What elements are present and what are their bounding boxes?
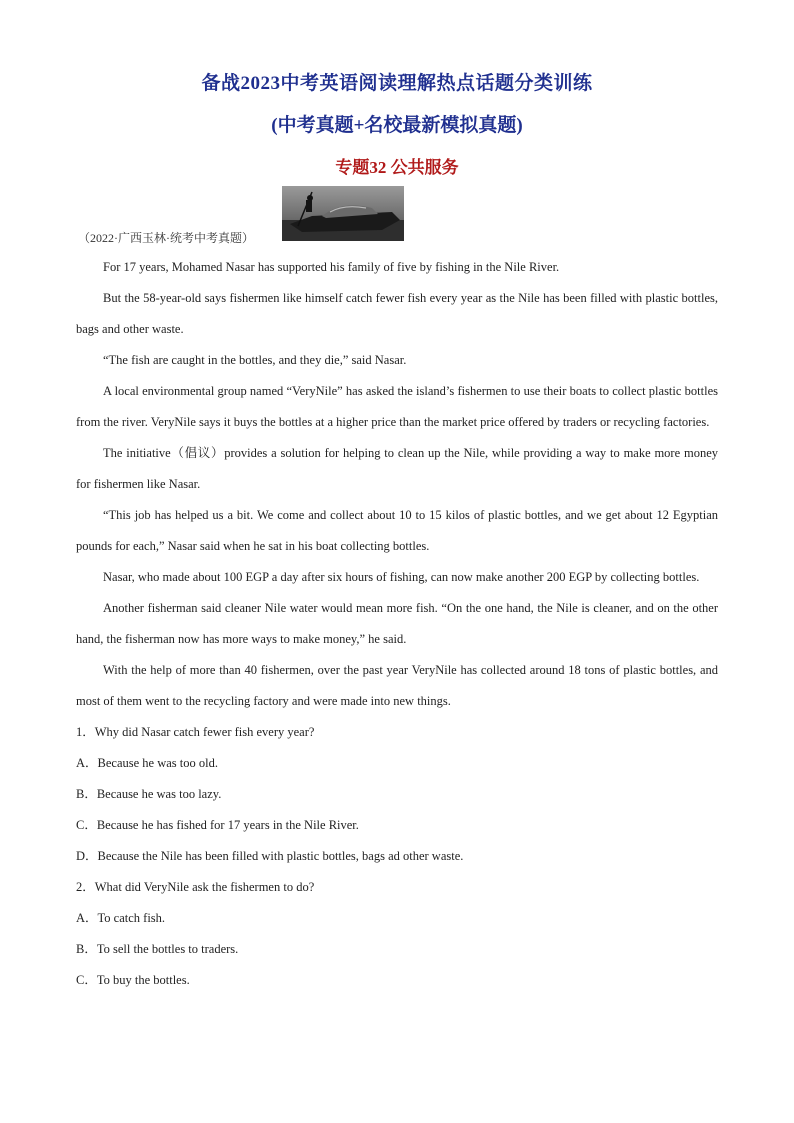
document-subtitle: (中考真题+名校最新模拟真题) bbox=[271, 115, 523, 136]
question-2-option-c[interactable]: C．To buy the bottles. bbox=[76, 973, 190, 987]
question-1-option-a[interactable]: A．Because he was too old. bbox=[76, 756, 218, 770]
question-source: （2022·广西玉林·统考中考真题） bbox=[78, 231, 254, 245]
topic-heading: 专题32 公共服务 bbox=[335, 158, 459, 177]
passage-paragraph: But the 58-year-old says fishermen like himself catch fewer fish every year as the Nile has been filled with plastic bottles, bags and other waste. bbox=[76, 291, 718, 336]
fisherman-boat-photo bbox=[282, 186, 404, 241]
passage-paragraph: “The fish are caught in the bottles, and they die,” said Nasar. bbox=[103, 353, 407, 367]
question-2-option-b[interactable]: B．To sell the bottles to traders. bbox=[76, 942, 239, 956]
question-2-option-a[interactable]: A．To catch fish. bbox=[76, 911, 166, 925]
document-title: 备战2023中考英语阅读理解热点话题分类训练 bbox=[201, 73, 593, 94]
passage-paragraph: “This job has helped us a bit. We come and collect about 10 to 15 kilos of plastic bottles, and we get about 12 Egyptian pounds for each,” Nasar said when he sat in his boat collecting bottles. bbox=[76, 508, 718, 553]
passage-paragraph: Nasar, who made about 100 EGP a day after six hours of fishing, can now make another 200 EGP by collecting bottles. bbox=[103, 570, 700, 584]
question-1-option-c[interactable]: C．Because he has fished for 17 years in the Nile River. bbox=[76, 818, 359, 832]
passage-paragraph: For 17 years, Mohamed Nasar has supported his family of five by fishing in the Nile River. bbox=[103, 260, 560, 274]
question-2: 2．What did VeryNile ask the fishermen to do? bbox=[76, 880, 315, 894]
passage-paragraph: A local environmental group named “VeryNile” has asked the island’s fishermen to use their boats to collect plastic bottles from the river. VeryNile says it buys the bottles at a higher price than the market price offered by traders or recycling factories. bbox=[76, 384, 718, 429]
question-1-option-d[interactable]: D．Because the Nile has been filled with plastic bottles, bags ad other waste. bbox=[76, 849, 464, 863]
passage-paragraph: With the help of more than 40 fishermen, over the past year VeryNile has collected around 18 tons of plastic bottles, and most of them went to the recycling factory and were made into new things. bbox=[76, 663, 718, 708]
reading-passage bbox=[76, 252, 718, 996]
passage-paragraph: The initiative（倡议）provides a solution for helping to clean up the Nile, while providing a way to make more money for fishermen like Nasar. bbox=[76, 446, 718, 491]
question-1-option-b[interactable]: B．Because he was too lazy. bbox=[76, 787, 222, 801]
question-1: 1．Why did Nasar catch fewer fish every year? bbox=[76, 725, 315, 739]
passage-paragraph: Another fisherman said cleaner Nile water would mean more fish. “On the one hand, the Nile is cleaner, and on the other hand, the fisherman now has more ways to make money,” he said. bbox=[76, 601, 718, 646]
